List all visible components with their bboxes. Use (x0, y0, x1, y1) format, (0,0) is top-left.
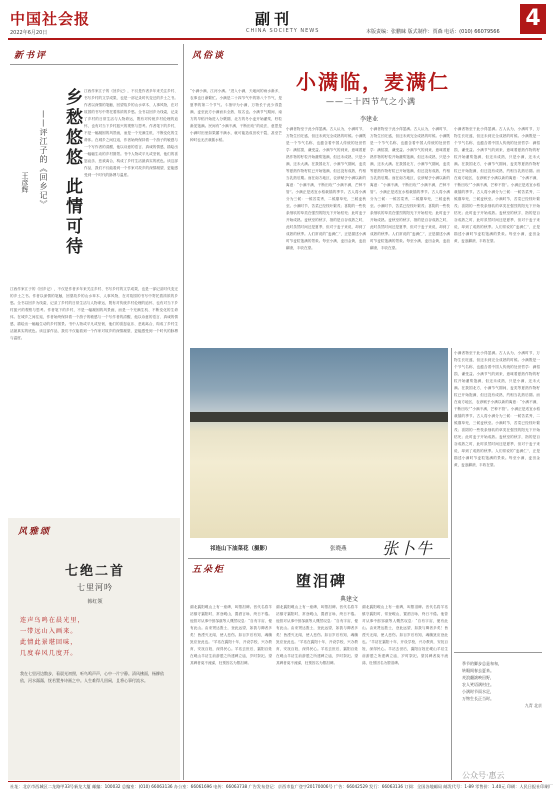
section-en: CHINA SOCIETY NEWS (246, 28, 320, 34)
watermark: 公众号·惠云 (462, 771, 505, 780)
main-article-title: 小满临，麦满仁 (296, 70, 450, 94)
right-poem-line: 小满时节雨水足， (462, 689, 494, 694)
folk-talk-body: “小满小满，江河小满。”进入小满，天地间的雨水渐多，农事也日渐繁忙。小满是二十四节气中的第八个节气，是夏季的第二个节气。斗指甲为小满，万物长于此少得盈满，麦至此方小满而未全熟，故名也。小满节气期间，南方的早稻开始进入分蘖期，北方的冬小麦开始灌浆，籽粒渐见饱满。民间有“小满不满，干断田坎”的说法，意思是小满时田里如果蓄不满水，就可能造成田坎干裂，甚至芒种时也无法栽插水稻。 (190, 89, 282, 142)
essay-author: 典建文 (340, 596, 359, 603)
footer-text: 社址：北京市西城区二龙路甲33号新龙大厦 邮编：100032 总编室：(010) 66063136 办公室：66061696 电传：66063738 广告发布登记：京西市监广登字20170006号 广告：66042529 发行：66063136 订阅：全国各地邮局 邮发代号：1-89 零售价：1.40元 印刷：人民日报社印刷厂 (10, 784, 553, 789)
main-article-col-1: 小满者物至于此小得盈满。古人认为，小满时节，万物生长旺盛，但还未到完全成熟的时候。小满既是一个节气名称，也蕴含着中国人传统的处世哲学：满招损，谦受益。小满节气的到来，意味着夏熟作物的籽粒开始灌浆饱满，但还未成熟，只是小满，还未大满。在我国北方，小满节气期间，麦类等夏熟作物籽粒已开始饱满，但还没有成熟，约相当乳熟后期。而在南方地区，农谚赋予小满以新的寓意：“小满不满，干断田坎”“小满不满，芒种不管”。小满正是适宜水稻栽插的季节。古人将小满分为三候：一候苦菜秀，二候靡草死，三候麦秋至。小满时节，苦菜已经枝叶繁茂；喜阴的一些枝条细软的草类在强烈的阳光下开始枯死；此时麦子开始成熟。麦秋至的秋字，指的是百谷成熟之时，此时虽然时间还是夏季，但对于麦子来说，却到了成熟的秋季。人们常说的“麦满仁”，正是描述小满时节麦粒饱满的景象。每至小满，麦田金黄，麦浪翻滚，丰收在望。 (286, 127, 366, 250)
poem-line: 一带远山入画来。 (20, 628, 78, 635)
editors-line: 本版责编：张鹏睐 版式制作：贾森 电话：(010) 66079566 (366, 29, 500, 35)
column-head-essay: 五朵炬 (192, 565, 226, 575)
poem-author: 韩红领 (87, 599, 103, 605)
essay-col-1: 湖北襄阳岘山上有一座碑，叫堕泪碑。晋代名将羊祜镇守襄阳时，常登岘山，置酒言咏，终日不倦。他曾对从事中郎邹湛等人慨然叹息：“自有宇宙，便有此山。由来贤达胜士，登此远望，如我与卿者多矣！皆湮灭无闻，使人悲伤。如百岁后有知，魂魄犹应登此也。”羊祜在襄阳十年，开设学校，兴办教育，安抚百姓，深得民心。羊祜去世后，襄阳百姓在岘山羊祜生前游憩之所建碑立庙，岁时祭祀。望其碑者莫不流涕，杜预因名为堕泪碑。 (190, 605, 272, 665)
column-head-book-review: 新书评 (14, 51, 48, 61)
column-divider (451, 348, 452, 780)
footer-rule (8, 781, 542, 782)
poem-body: 我在七里河边散步，看晨光初照，听鸟鸣声声，心中一片宁静。清风拂面，杨柳依依，河水潺潺，恍若置身诗画之中。人生难得几回闲，且将心事付流水。 (20, 671, 164, 683)
right-poem-line: 转眼间春去夏来。 (462, 668, 494, 673)
poem-title: 七绝二首 (64, 564, 125, 579)
essay-col-2: 湖北襄阳岘山上有一座碑，叫堕泪碑。晋代名将羊祜镇守襄阳时，常登岘山，置酒言咏，终日不倦。他曾对从事中郎邹湛等人慨然叹息：“自有宇宙，便有此山。由来贤达胜士，登此远望，如我与卿者多矣！皆湮灭无闻，使人悲伤。如百岁后有知，魂魄犹应登此也。”羊祜在襄阳十年，开设学校，兴办教育，安抚百姓，深得民心。羊祜去世后，襄阳百姓在岘山羊祜生前游憩之所建碑立庙，岁时祭祀。望其碑者莫不流涕，杜预因名为堕泪碑。 (276, 605, 358, 665)
poem-lines (20, 615, 170, 659)
calligraphy-signature: 张卜牛 (382, 539, 434, 558)
poem-line: 此情此景堪回味， (20, 639, 78, 646)
page-number: 4 (520, 4, 546, 34)
book-review-body-2: 江西作家江子的《回乡记》，不仅是作者多年来关注乡村、书写乡村的文学成果，也是一部记录时代变迁的乡土之书。作者以深情的笔触，回望故乡的山水草木、人事风物，在对故园的书写中寄托着浓浓的乡愁。全书以回乡为线索，记录了乡村的日常生活与人物命运，既有对传统乡村伦理的追怀，也有对当下乡村振兴的观察与思考。作者笔下的乡村，不是一幅凝固的风景画，而是一个充满生机、不断变化的生命体。在城乡之间往返，作者始终保持着一个游子的敏感与一个写作者的清醒，他以诗意的语言、真诚的情感，描绘出一幅幅生动的乡村图景。书中人物或平凡或坚韧，他们的喜怒哀乐、悲欢离合，构成了乡村生活最真实的底色。读这部作品，我们不仅能看到一个作家对故乡的深情凝望，更能感受到一个时代的脉搏与温度。 (10, 287, 178, 340)
essay-title: 堕泪碑 (296, 572, 348, 590)
header-rule (8, 38, 542, 40)
section-title: 副刊 (255, 10, 294, 28)
poem-line: 连声鸟鸣在晨光里， (20, 617, 85, 624)
main-article-subtitle: ——二十四节气之小满 (326, 97, 416, 106)
page-header (0, 0, 550, 40)
photo-credit: 张晓燕 (330, 546, 347, 552)
masthead: 中国社会报 (10, 10, 91, 28)
photo-caption: 祁连山下油菜花（摄影） (210, 546, 271, 552)
main-article-col-3: 小满者物至于此小得盈满。古人认为，小满时节，万物生长旺盛，但还未到完全成熟的时候。小满既是一个节气名称，也蕴含着中国人传统的处世哲学：满招损，谦受益。小满节气的到来，意味着夏熟作物的籽粒开始灌浆饱满，但还未成熟，只是小满，还未大满。在我国北方，小满节气期间，麦类等夏熟作物籽粒已开始饱满，但还没有成熟，约相当乳熟后期。而在南方地区，农谚赋予小满以新的寓意：“小满不满，干断田坎”“小满不满，芒种不管”。小满正是适宜水稻栽插的季节。古人将小满分为三候：一候苦菜秀，二候靡草死，三候麦秋至。小满时节，苦菜已经枝叶繁茂；喜阴的一些枝条细软的草类在强烈的阳光下开始枯死；此时麦子开始成熟。麦秋至的秋字，指的是百谷成熟之时，此时虽然时间还是夏季，但对于麦子来说，却到了成熟的秋季。人们常说的“麦满仁”，正是描述小满时节麦粒饱满的景象。每至小满，麦田金黄，麦浪翻滚，丰收在望。 (454, 127, 540, 243)
right-poem-line: 麦浪翻滚映田野， (462, 675, 494, 680)
poem-line: 几度春风几度开。 (20, 650, 78, 657)
main-article-col-2: 小满者物至于此小得盈满。古人认为，小满时节，万物生长旺盛，但还未到完全成熟的时候。小满既是一个节气名称，也蕴含着中国人传统的处世哲学：满招损，谦受益。小满节气的到来，意味着夏熟作物的籽粒开始灌浆饱满，但还未成熟，只是小满，还未大满。在我国北方，小满节气期间，麦类等夏熟作物籽粒已开始饱满，但还没有成熟，约相当乳熟后期。而在南方地区，农谚赋予小满以新的寓意：“小满不满，干断田坎”“小满不满，芒种不管”。小满正是适宜水稻栽插的季节。古人将小满分为三候：一候苦菜秀，二候靡草死，三候麦秋至。小满时节，苦菜已经枝叶繁茂；喜阴的一些枝条细软的草类在强烈的阳光下开始枯死；此时麦子开始成熟。麦秋至的秋字，指的是百谷成熟之时，此时虽然时间还是夏季，但对于麦子来说，却到了成熟的秋季。人们常说的“麦满仁”，正是描述小满时节麦粒饱满的景象。每至小满，麦田金黄，麦浪翻滚，丰收在望。 (370, 127, 450, 250)
issue-date: 2022年6月20日 (10, 30, 48, 36)
right-poem-line: 农人笑语满村庄。 (462, 682, 494, 687)
right-poem (462, 660, 542, 709)
book-review-author: 王彦辉 (21, 172, 29, 193)
column-divider (183, 44, 184, 780)
right-poem-author: 九青 北京 (524, 703, 542, 708)
main-article-col-4: 小满者物至于此小得盈满。古人认为，小满时节，万物生长旺盛，但还未到完全成熟的时候。小满既是一个节气名称，也蕴含着中国人传统的处世哲学：满招损，谦受益。小满节气的到来，意味着夏熟作物的籽粒开始灌浆饱满，但还未成熟，只是小满，还未大满。在我国北方，小满节气期间，麦类等夏熟作物籽粒已开始饱满，但还没有成熟，约相当乳熟后期。而在南方地区，农谚赋予小满以新的寓意：“小满不满，干断田坎”“小满不满，芒种不管”。小满正是适宜水稻栽插的季节。古人将小满分为三候：一候苦菜秀，二候靡草死，三候麦秋至。小满时节，苦菜已经枝叶繁茂；喜阴的一些枝条细软的草类在强烈的阳光下开始枯死；此时麦子开始成熟。麦秋至的秋字，指的是百谷成熟之时，此时虽然时间还是夏季，但对于麦子来说，却到了成熟的秋季。人们常说的“麦满仁”，正是描述小满时节麦粒饱满的景象。每至小满，麦田金黄，麦浪翻滚，丰收在望。 (454, 351, 540, 467)
book-review-body-1: 江西作家江子的《回乡记》，不仅是作者多年来关注乡村、书写乡村的文学成果，也是一部记录时代变迁的乡土之书。作者以深情的笔触，回望故乡的山水草木、人事风物，在对故园的书写中寄托着浓浓的乡愁。全书以回乡为线索，记录了乡村的日常生活与人物命运，既有对传统乡村伦理的追怀，也有对当下乡村振兴的观察与思考。作者笔下的乡村，不是一幅凝固的风景画，而是一个充满生机、不断变化的生命体。在城乡之间往返，作者始终保持着一个游子的敏感与一个写作者的清醒，他以诗意的语言、真诚的情感，描绘出一幅幅生动的乡村图景。书中人物或平凡或坚韧，他们的喜怒哀乐、悲欢离合，构成了乡村生活最真实的底色。读这部作品，我们不仅能看到一个作家对故乡的深情凝望，更能感受到一个时代的脉搏与温度。 (84, 89, 178, 177)
book-review-subtitle: ——评江子的《回乡记》 (39, 110, 48, 209)
divider (188, 558, 450, 559)
divider (10, 64, 178, 65)
landscape-photo (190, 348, 448, 538)
essay-col-3: 湖北襄阳岘山上有一座碑，叫堕泪碑。晋代名将羊祜镇守襄阳时，常登岘山，置酒言咏，终日不倦。他曾对从事中郎邹湛等人慨然叹息：“自有宇宙，便有此山。由来贤达胜士，登此远望，如我与卿者多矣！皆湮灭无闻，使人悲伤。如百岁后有知，魂魄犹应登此也。”羊祜在襄阳十年，开设学校，兴办教育，安抚百姓，深得民心。羊祜去世后，襄阳百姓在岘山羊祜生前游憩之所建碑立庙，岁时祭祀。望其碑者莫不流涕，杜预因名为堕泪碑。 (362, 605, 448, 665)
main-article-author: 李建业 (360, 116, 379, 123)
right-poem-line: 万物生长正当时。 (462, 696, 494, 701)
book-review-title: 乡愁悠悠 此情可待 (62, 88, 82, 257)
poem-subtitle: 七里河吟 (77, 583, 113, 592)
column-head-poem: 风雅颂 (18, 527, 52, 537)
column-head-folk: 风俗谈 (192, 51, 226, 61)
photo-horizon (190, 412, 448, 422)
divider (454, 652, 542, 653)
right-poem-line: 季节的脚步总是匆匆， (462, 661, 502, 666)
